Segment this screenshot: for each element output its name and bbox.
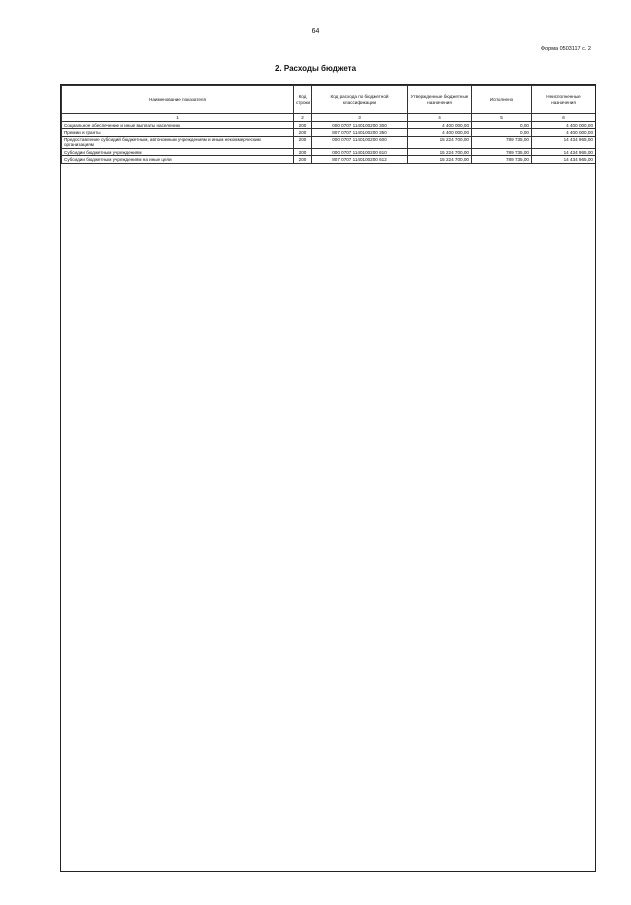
- col-budget-code-header: Код расхода по бюджетной классификации: [312, 86, 408, 114]
- page-title: 2. Расходы бюджета: [274, 64, 357, 73]
- row-budget-code: 000 0707 1140100200 610: [312, 149, 408, 156]
- row-budget-code: 000 0707 1140100200 600: [312, 136, 408, 149]
- row-executed: 0,00: [472, 122, 532, 129]
- row-approved: 15 224 700,00: [408, 149, 472, 156]
- column-number: 2: [294, 114, 312, 122]
- row-approved: 4 400 000,00: [408, 129, 472, 136]
- row-executed: 789 735,00: [472, 156, 532, 163]
- col-approved-header: Утвержденные бюджетные назначения: [408, 86, 472, 114]
- page-number: 64: [311, 28, 320, 35]
- column-number: 3: [312, 114, 408, 122]
- table-header-row: [62, 86, 596, 114]
- row-code: 200: [294, 136, 312, 149]
- column-number: 5: [472, 114, 532, 122]
- row-unexecuted: 4 400 000,00: [532, 129, 596, 136]
- col-code-header: Код строки: [294, 86, 312, 114]
- row-code: 200: [294, 122, 312, 129]
- row-executed: 0,00: [472, 129, 532, 136]
- column-number: 6: [532, 114, 596, 122]
- row-name: Субсидии бюджетным учреждениям на иные цели: [62, 156, 294, 163]
- row-unexecuted: 14 434 965,00: [532, 149, 596, 156]
- col-name-header: Наименование показателя: [62, 86, 294, 114]
- table-row: [62, 129, 596, 136]
- column-number-row: [62, 114, 596, 122]
- col-unexecuted-header: Неисполненные назначения: [532, 86, 596, 114]
- table-row: [62, 156, 596, 163]
- row-unexecuted: 14 434 965,00: [532, 156, 596, 163]
- column-number: 4: [408, 114, 472, 122]
- table-row: [62, 136, 596, 149]
- row-approved: 15 224 700,00: [408, 136, 472, 149]
- row-budget-code: 000 0707 1140100200 300: [312, 122, 408, 129]
- row-code: 200: [294, 149, 312, 156]
- row-unexecuted: 14 434 965,00: [532, 136, 596, 149]
- row-budget-code: 807 0707 1140100200 612: [312, 156, 408, 163]
- expenses-sheet: [60, 84, 596, 872]
- table-row: [62, 122, 596, 129]
- row-executed: 789 735,00: [472, 136, 532, 149]
- row-name: Социальное обеспечение и иные выплаты населению: [62, 122, 294, 129]
- row-code: 200: [294, 156, 312, 163]
- row-name: Субсидии бюджетным учреждениям: [62, 149, 294, 156]
- row-executed: 789 735,00: [472, 149, 532, 156]
- column-number: 1: [62, 114, 294, 122]
- expenses-table: [61, 85, 596, 164]
- row-name: Предоставление субсидий бюджетным, автономным учреждениям и иным некоммерческим организациям: [62, 136, 294, 149]
- row-approved: 15 224 700,00: [408, 156, 472, 163]
- table-row: [62, 149, 596, 156]
- row-unexecuted: 4 400 000,00: [532, 122, 596, 129]
- row-name: Премии и гранты: [62, 129, 294, 136]
- form-label: Форма 0503117 с. 2: [540, 46, 591, 52]
- col-executed-header: Исполнено: [472, 86, 532, 114]
- row-budget-code: 807 0707 1140100200 350: [312, 129, 408, 136]
- row-code: 200: [294, 129, 312, 136]
- row-approved: 4 400 000,00: [408, 122, 472, 129]
